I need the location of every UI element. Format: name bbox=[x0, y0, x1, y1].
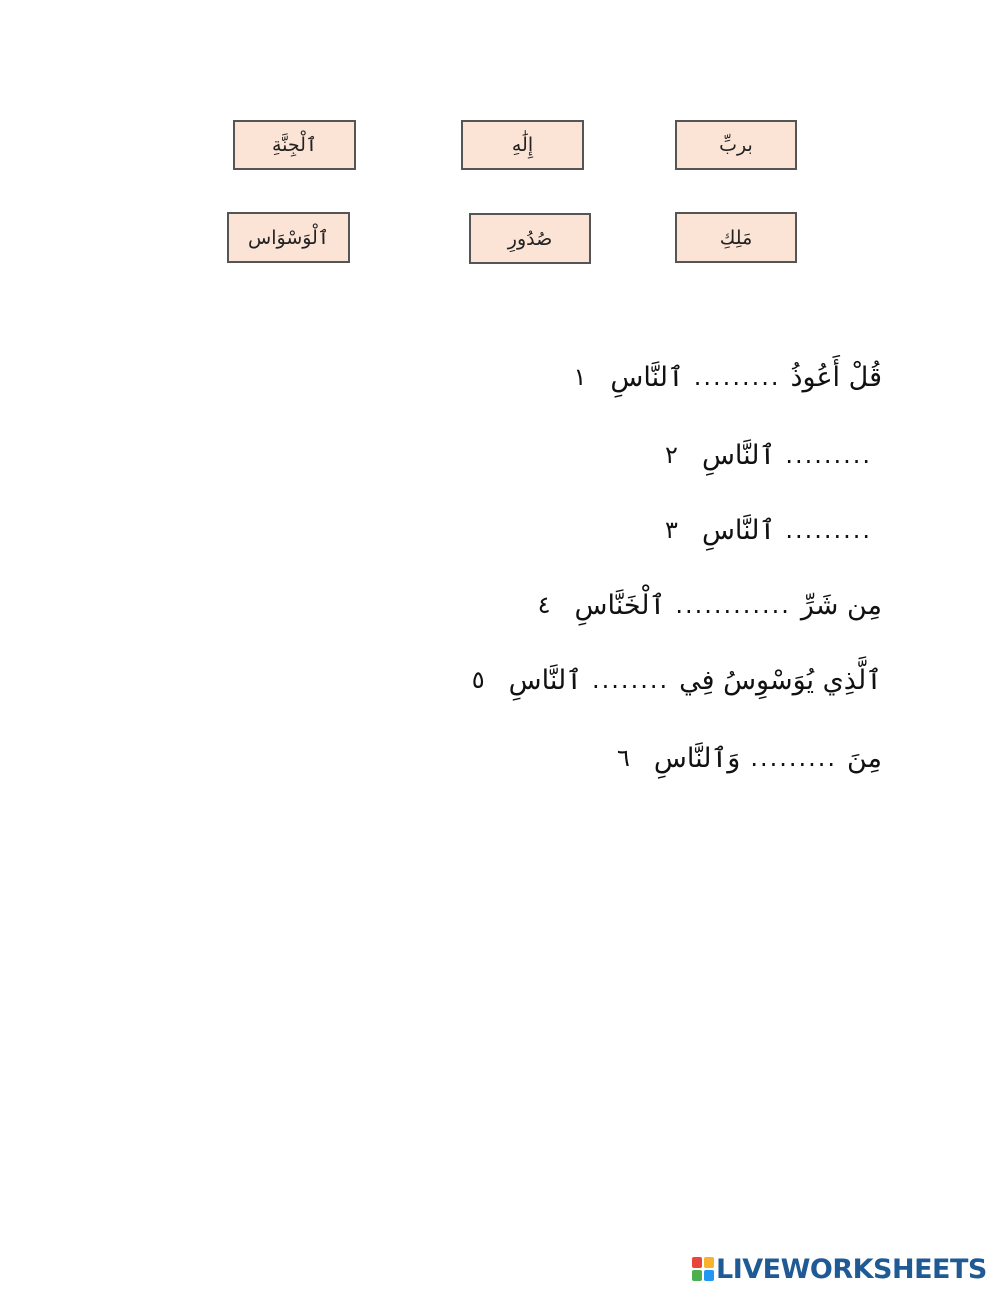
liveworksheets-logo bbox=[692, 1254, 987, 1284]
verse-number: ٢ bbox=[665, 441, 678, 469]
word-box-jinnah[interactable]: ٱلْجِنَّةِ bbox=[233, 120, 356, 170]
answer-blank[interactable]: ......... bbox=[785, 516, 872, 544]
verse-number: ١ bbox=[573, 363, 587, 391]
logo-square-icon bbox=[704, 1270, 714, 1281]
verse-number: ٦ bbox=[617, 744, 630, 772]
answer-blank[interactable]: ......... bbox=[750, 744, 837, 772]
verse-line-3 bbox=[665, 505, 882, 555]
verse-text-after: وَٱلنَّاسِ bbox=[653, 742, 741, 774]
logo-square-icon bbox=[704, 1257, 714, 1268]
word-box-ilah[interactable]: إِلَٰهِ bbox=[461, 120, 584, 170]
verse-line-1 bbox=[574, 352, 882, 402]
brand-name: LIVEWORKSHEETS bbox=[716, 1253, 987, 1285]
verse-line-4 bbox=[538, 580, 882, 630]
verse-text-before: ٱلَّذِي يُوَسْوِسُ فِي bbox=[679, 664, 882, 696]
verse-number: ٣ bbox=[665, 516, 678, 544]
logo-grid-icon bbox=[692, 1257, 714, 1281]
verse-text-after: ٱلنَّاسِ bbox=[701, 439, 776, 471]
verse-line-6 bbox=[617, 733, 882, 783]
logo-square-icon bbox=[692, 1257, 702, 1268]
verse-number: ٤ bbox=[537, 591, 551, 619]
word-box-malik[interactable]: مَلِكِ bbox=[675, 212, 797, 263]
word-box-waswas[interactable]: ٱلْوَسْوَاس bbox=[227, 212, 350, 263]
verse-number: ٥ bbox=[471, 666, 485, 694]
answer-blank[interactable]: ......... bbox=[785, 441, 872, 469]
word-box-rabb[interactable]: بربِّ bbox=[675, 120, 797, 170]
logo-square-icon bbox=[692, 1270, 702, 1281]
answer-blank[interactable]: ............ bbox=[675, 591, 791, 619]
verse-text-before: مِنَ bbox=[846, 742, 882, 774]
verse-text-after: ٱلنَّاسِ bbox=[610, 361, 684, 393]
verse-text-after: ٱلنَّاسِ bbox=[508, 664, 583, 696]
verse-text-before: مِن شَرِّ bbox=[800, 589, 882, 621]
word-box-sudur[interactable]: صُدُورِ bbox=[469, 213, 591, 264]
verse-line-2 bbox=[665, 430, 882, 480]
verse-text-after: ٱلْخَنَّاسِ bbox=[574, 589, 666, 621]
verse-line-5 bbox=[472, 655, 882, 705]
verse-text-after: ٱلنَّاسِ bbox=[701, 514, 776, 546]
verse-text-before: قُلْ أَعُوذُ bbox=[790, 361, 882, 393]
answer-blank[interactable]: ........ bbox=[592, 666, 670, 694]
answer-blank[interactable]: ......... bbox=[693, 363, 781, 391]
